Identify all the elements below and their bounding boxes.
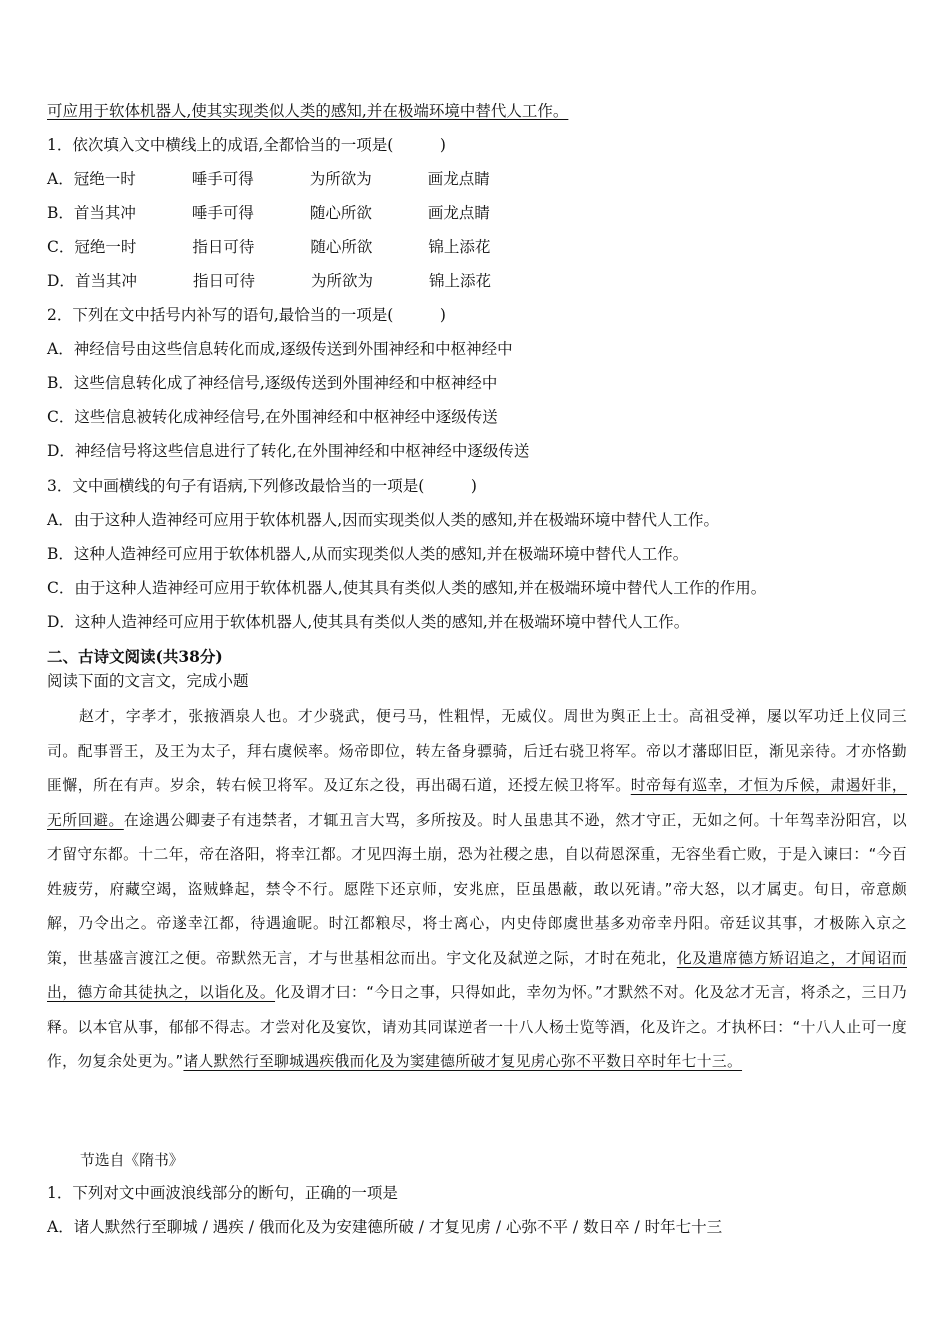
q3-option-b: B．这种人造神经可应用于软体机器人,从而实现类似人类的感知,并在极端环境中替代人工作。 [47, 545, 689, 563]
option-label: B． [47, 204, 74, 222]
idiom: 锦上添花 [428, 272, 491, 290]
q1-option-a [47, 168, 490, 190]
q3-option-a: A．由于这种人造神经可应用于软体机器人,因而实现类似人类的感知,并在极端环境中替代人工作。 [47, 511, 720, 529]
idiom: 锦上添花 [428, 238, 491, 256]
option-label: A． [47, 170, 74, 188]
section-2-q1-option-a: A．诸人默然行至聊城 / 遇疾 / 俄而化及为安建德所破 / 才复见虏 / 心弥不平 / 数日卒 / 时年七十三 [47, 1218, 723, 1236]
underlined-passage-sentence: 化及遣席德方矫诏追之，才闻诏而出，德方命其徒执之，以诣化及。 [47, 949, 907, 1001]
idiom: 随心所欲 [309, 204, 372, 222]
idiom: 指日可待 [192, 238, 255, 256]
reading-instruction: 阅读下面的文言文，完成小题 [47, 672, 249, 690]
underlined-sentence: 可应用于软体机器人,使其实现类似人类的感知,并在极端环境中替代人工作。 [47, 102, 569, 120]
idiom: 首当其冲 [73, 204, 136, 222]
idiom: 冠绝一时 [73, 170, 136, 188]
q1-option-d [47, 270, 491, 292]
section-2-title: 二、古诗文阅读(共38分) [47, 647, 223, 666]
idiom: 首当其冲 [74, 272, 137, 290]
idiom: 唾手可得 [191, 204, 254, 222]
idiom: 为所欲为 [309, 170, 372, 188]
idiom: 画龙点睛 [427, 170, 490, 188]
q1-option-c [47, 236, 490, 258]
idiom: 画龙点睛 [427, 204, 490, 222]
passage-source: 节选自《隋书》 [80, 1152, 184, 1169]
idiom: 为所欲为 [310, 272, 373, 290]
passage-text: 在途遇公卿妻子有违禁者，才辄丑言大骂，多所按及。时人虽患其不逊，然才守正，无如之何。十年驾幸汾阳宫，以才留守东都。十二年，帝在洛阳，将幸江都。才见四海土崩，恐为社稷之患，自以荷恩深重，无容坐看亡败，于是入谏曰：“今百姓疲劳，府藏空竭，盗贼蜂起，禁令不行。愿陛下还京师，安兆庶，臣虽愚蔽，敢以死请。”帝大怒，以才属吏。旬日，帝意颇解，乃令出之。帝遂幸江都，待遇逾昵。时江都粮尽，将士离心，内史侍郎虞世基多劝帝幸丹阳。帝廷议其事，才极陈入京之策，世基盛言渡江之便。帝默然无言，才与世基相忿而出。宇文化及弑逆之际，才时在苑北， [47, 811, 907, 967]
passage-text: 赵才，字孝才，张掖酒泉人也。才少骁武，便弓马，性粗悍，无威仪。周世为舆正上士。高祖受禅，屡以军功迁上仪同三司。配事晋王，及王为太子，拜右虞候率。炀帝即位，转左备身骠骑，后迁右骁卫将军。帝以才藩邸旧臣，渐见亲待。才亦恪勤匪懈，所在有声。岁余，转右候卫将军。及辽东之役，再出碣石道，还授左候卫将军。 [47, 708, 907, 794]
passage-text: 化及谓才曰：“今日之事，只得如此，幸勿为怀。”才默然不对。化及忿才无言，将杀之，三日乃释。以本官从事，郁郁不得志。才尝对化及宴饮，请劝其同谋逆者一十八人杨士览等酒，化及许之。才执杯曰：“十八人止可一度作，勿复余处更为。” [47, 984, 907, 1070]
q3-option-d: D．这种人造神经可应用于软体机器人,使其具有类似人类的感知,并在极端环境中替代人工作。 [47, 613, 690, 631]
question-1-stem: 1．依次填入文中横线上的成语,全都恰当的一项是( ) [47, 136, 446, 154]
classical-passage [47, 700, 907, 1080]
q3-option-c: C．由于这种人造神经可应用于软体机器人,使其具有类似人类的感知,并在极端环境中替代人工作的作用。 [47, 579, 767, 597]
q2-option-d: D．神经信号将这些信息进行了转化,在外围神经和中枢神经中逐级传送 [47, 442, 530, 460]
q2-option-a: A．神经信号由这些信息转化而成,逐级传送到外围神经和中枢神经中 [47, 340, 513, 358]
idiom: 唾手可得 [191, 170, 254, 188]
question-3-stem: 3．文中画横线的句子有语病,下列修改最恰当的一项是( ) [47, 477, 477, 495]
idiom: 随心所欲 [310, 238, 373, 256]
q2-option-c: C．这些信息被转化成神经信号,在外围神经和中枢神经中逐级传送 [47, 408, 498, 426]
q2-option-b: B．这些信息转化成了神经信号,逐级传送到外围神经和中枢神经中 [47, 374, 498, 392]
idiom: 冠绝一时 [74, 238, 137, 256]
section-2-question-1-stem: 1．下列对文中画波浪线部分的断句，正确的一项是 [47, 1184, 398, 1202]
option-label: C． [47, 238, 75, 256]
wavy-underlined-passage: 诸人默然行至聊城遇疾俄而化及为窦建德所破才复见虏心弥不平数日卒时年七十三。 [183, 1053, 743, 1070]
question-2-stem: 2．下列在文中括号内补写的语句,最恰当的一项是( ) [47, 306, 446, 324]
option-label: D． [47, 272, 75, 290]
underlined-passage-sentence: 时帝每有巡幸，才恒为斥候，肃遏奸非，无所回避。 [47, 777, 907, 829]
idiom: 指日可待 [192, 272, 255, 290]
q1-option-b [47, 202, 490, 224]
